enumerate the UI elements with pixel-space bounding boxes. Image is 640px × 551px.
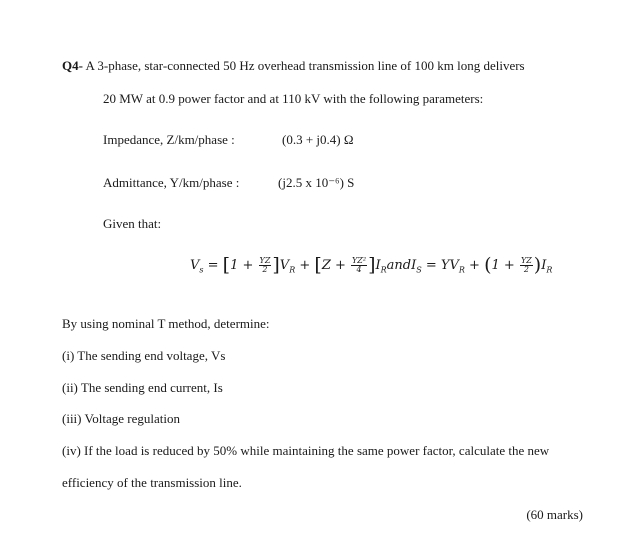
- vs-subscript: s: [199, 265, 204, 275]
- question-text-1: A 3-phase, star-connected 50 Hz overhead transmission line of 100 km long delivers: [85, 58, 525, 73]
- ir-symbol: I: [375, 258, 381, 273]
- fraction-yz2-over-4: [351, 257, 367, 274]
- right-bracket-2: ]: [368, 254, 376, 276]
- fraction-numerator: YZ: [259, 256, 271, 265]
- left-paren: (: [484, 254, 492, 276]
- given-label: Given that:: [103, 216, 162, 231]
- ir2-subscript: R: [546, 265, 553, 275]
- ir-subscript: R: [380, 265, 387, 275]
- is-symbol: I: [411, 258, 417, 273]
- formula-plus: +: [295, 258, 315, 273]
- yvr-subscript: R: [458, 265, 465, 275]
- item-iii: (iii) Voltage regulation: [62, 411, 180, 426]
- impedance-value: (0.3 + j0.4) Ω: [282, 132, 354, 147]
- left-bracket-2: [: [314, 254, 322, 276]
- fraction-denominator: 2: [523, 265, 529, 274]
- is-subscript: S: [416, 265, 422, 275]
- item-ii: (ii) The sending end current, Is: [62, 380, 223, 395]
- yvr-symbol: YV: [440, 258, 459, 273]
- method-text: By using nominal T method, determine:: [62, 316, 270, 331]
- fraction-yz-over-2-b: [520, 257, 533, 274]
- impedance-label: Impedance, Z/km/phase :: [103, 132, 235, 147]
- vr-subscript: R: [289, 265, 296, 275]
- question-label: Q4-: [62, 58, 83, 73]
- formula-equals: =: [203, 258, 223, 273]
- right-bracket-1: ]: [272, 254, 280, 276]
- formula-and: and: [386, 258, 412, 273]
- formula-z-plus: Z +: [321, 258, 351, 273]
- fraction-yz-over-2: [259, 257, 272, 274]
- vs-symbol: V: [190, 258, 200, 273]
- admittance-label: Admittance, Y/km/phase :: [103, 175, 240, 190]
- fraction-denominator: 2: [262, 265, 268, 274]
- question-line-2: 20 MW at 0.9 power factor and at 110 kV with the following parameters:: [103, 91, 484, 106]
- formula-one-plus-2: 1 +: [491, 258, 519, 273]
- fraction-numerator: YZ: [520, 256, 532, 265]
- item-i: (i) The sending end voltage, Vs: [62, 348, 226, 363]
- fraction-numerator: YZ²: [352, 256, 367, 265]
- admittance-value: (j2.5 x 10⁻⁶) S: [278, 175, 355, 190]
- formula-one-plus: 1 +: [230, 258, 258, 273]
- vr-symbol: V: [279, 258, 290, 273]
- right-paren: ): [533, 254, 542, 276]
- fraction-denominator: 4: [356, 265, 362, 274]
- marks: (60 marks): [526, 507, 583, 522]
- formula-plus-2: +: [464, 258, 485, 273]
- abcd-formula: [190, 254, 552, 276]
- question-line-1: [62, 58, 525, 74]
- item-iv-continued: efficiency of the transmission line.: [62, 475, 242, 490]
- ir2-symbol: I: [541, 258, 547, 273]
- formula-equals-2: =: [421, 258, 441, 273]
- item-iv: (iv) If the load is reduced by 50% while maintaining the same power factor, calculate the new: [62, 443, 550, 458]
- left-bracket-1: [: [222, 254, 231, 276]
